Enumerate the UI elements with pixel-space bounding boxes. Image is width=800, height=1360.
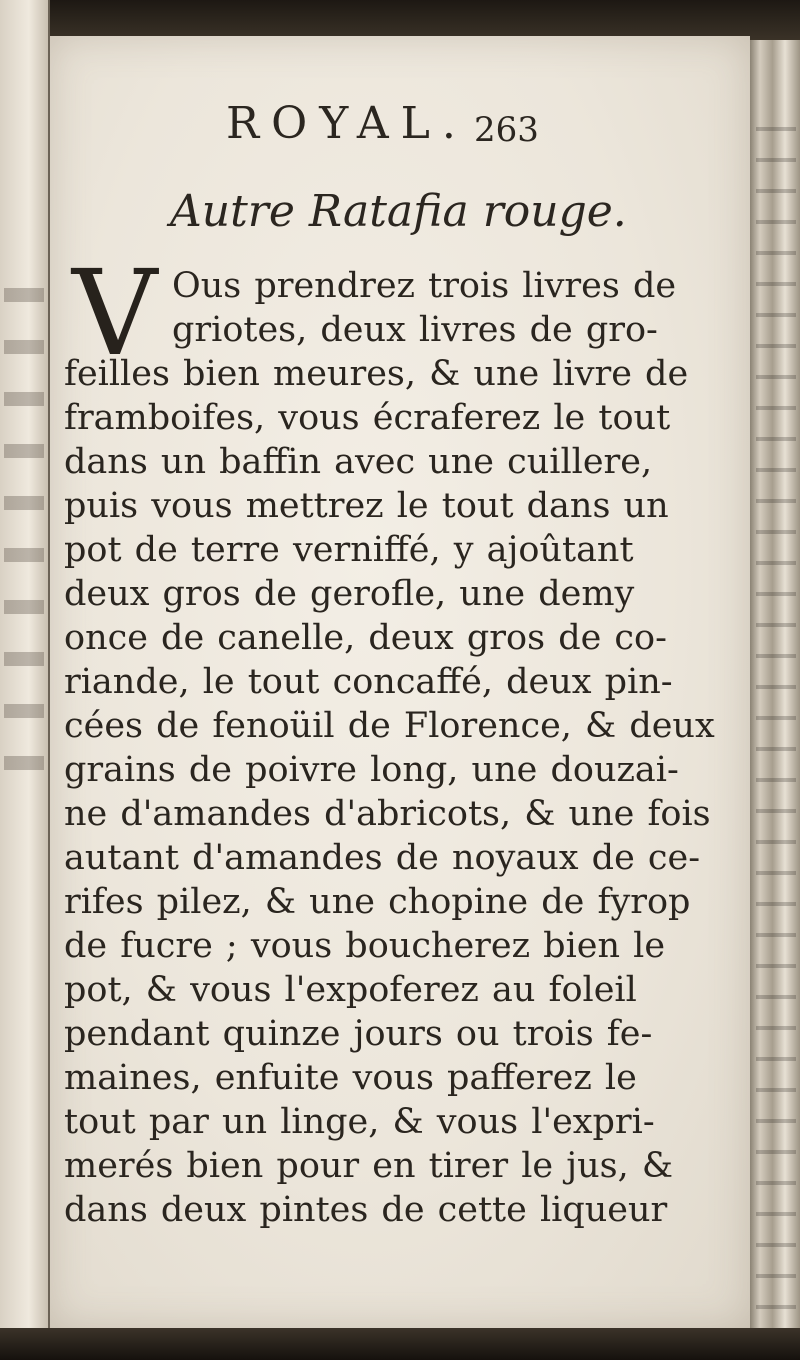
text-line: dans deux pintes de cette liqueur <box>64 1190 668 1230</box>
scan-top-edge <box>0 0 800 40</box>
text-line: griotes, deux livres de gro- <box>172 310 658 350</box>
text-line: deux gros de gerofle, une demy <box>64 574 635 614</box>
text-line: dans un baffin avec une cuillere, <box>64 442 653 482</box>
text-line: Ous prendrez trois livres de <box>172 266 677 306</box>
page-number: 263 <box>474 110 539 150</box>
text-line: ne d'amandes d'abricots, & une fois <box>64 794 711 834</box>
text-line: pot, & vous l'expoferez au foleil <box>64 970 637 1010</box>
text-line: cées de fenoüil de Florence, & deux <box>64 706 715 746</box>
text-line: autant d'amandes de noyaux de ce- <box>64 838 701 878</box>
text-line: once de canelle, deux gros de co- <box>64 618 667 658</box>
facing-page-edge <box>0 0 50 1360</box>
text-line: grains de poivre long, une douzai- <box>64 750 679 790</box>
text-line: maines, enfuite vous pafferez le <box>64 1058 637 1098</box>
text-line: feilles bien meures, & une livre de <box>64 354 689 394</box>
text-line: pot de terre verniffé, y ajoûtant <box>64 530 634 570</box>
text-line: pendant quinze jours ou trois fe- <box>64 1014 653 1054</box>
drop-cap: V <box>72 244 158 382</box>
book-page <box>50 36 750 1328</box>
text-line: rifes pilez, & une chopine de fyrop <box>64 882 691 922</box>
text-line: merés bien pour en tirer le jus, & <box>64 1146 674 1186</box>
scan-bottom-edge <box>0 1328 800 1360</box>
text-line: de fucre ; vous boucherez bien le <box>64 926 666 966</box>
page-stack-edge <box>750 40 800 1330</box>
running-title: ROYAL. <box>226 98 468 149</box>
text-line: framboifes, vous écraferez le tout <box>64 398 671 438</box>
recipe-title: Autre Ratafia rouge. <box>170 186 627 237</box>
text-line: riande, le tout concaffé, deux pin- <box>64 662 673 702</box>
text-line: puis vous mettrez le tout dans un <box>64 486 669 526</box>
page-stack-streaks <box>756 100 796 1350</box>
facing-page-text-bleed <box>4 250 44 790</box>
page-header <box>50 98 750 158</box>
text-line: tout par un linge, & vous l'expri- <box>64 1102 655 1142</box>
